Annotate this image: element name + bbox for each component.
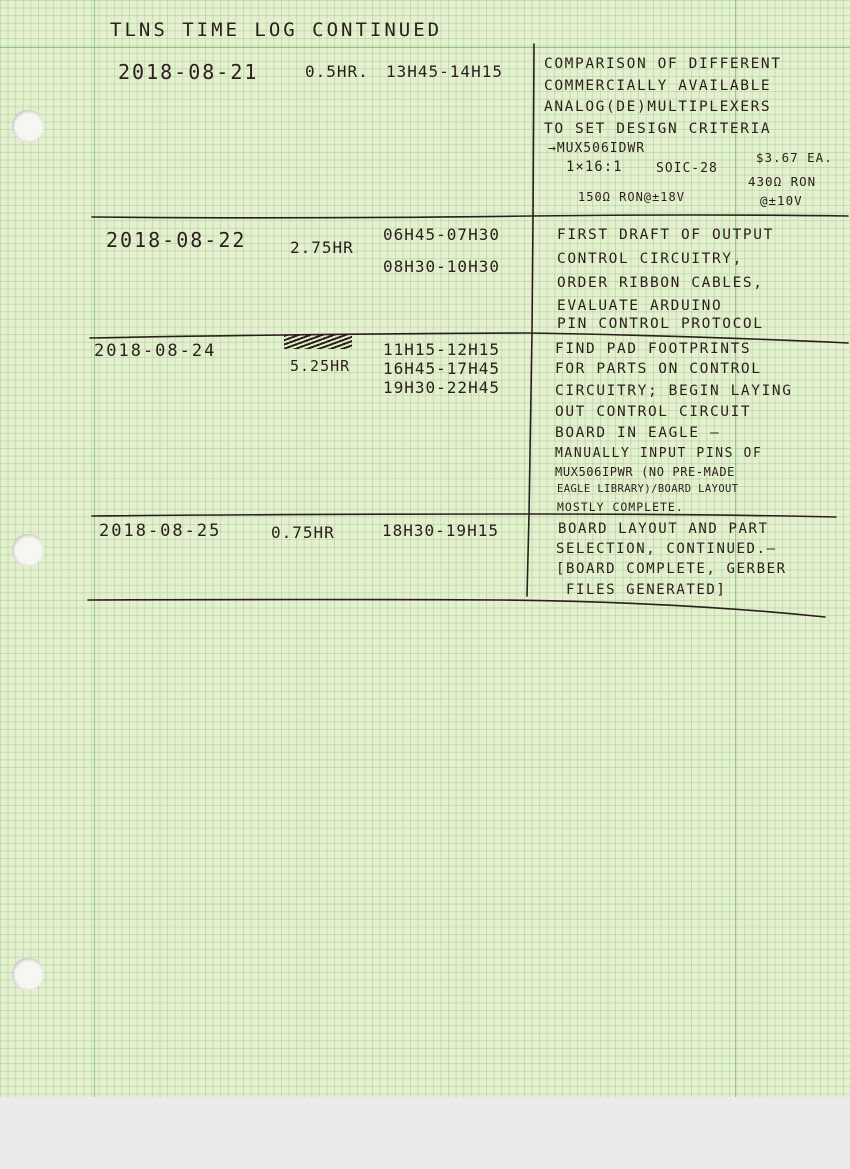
entry-description-line: ORDER RIBBON CABLES, [557,275,764,291]
entry-note-ron-high-condition: @±10V [760,193,803,208]
entry-duration: 5.25HR [290,357,351,375]
entry-time: 11H15-12H15 [383,340,500,359]
entry-date: 2018-08-21 [118,60,259,84]
row-divider-3 [92,514,836,517]
entry-time: 06H45-07H30 [383,225,500,244]
entry-note-part: →MUX506IDWR [548,141,646,156]
entry-description-line: TO SET DESIGN CRITERIA [544,121,772,137]
entry-time: 19H30-22H45 [383,378,500,397]
entry-time: 08H30-10H30 [383,257,500,276]
entry-note-ron-low: 150Ω RON@±18V [578,190,685,204]
entry-duration: 2.75HR [290,238,354,257]
entry-description-line: COMMERCIALLY AVAILABLE [544,78,772,94]
entry-description-line: ANALOG(DE)MULTIPLEXERS [544,99,772,115]
entry-description-line: MOSTLY COMPLETE. [557,500,684,514]
page-title: TLNS TIME LOG CONTINUED [110,19,443,41]
row-divider-4 [88,600,825,618]
entry-note-price: $3.67 EA. [756,150,833,165]
scan-bottom-margin [0,1097,850,1169]
entry-description-line: PIN CONTROL PROTOCOL [557,316,764,332]
entry-description-line: CIRCUITRY; BEGIN LAYING [555,383,793,399]
entry-time: 18H30-19H15 [382,521,499,540]
entry-description-line: FIRST DRAFT OF OUTPUT [557,227,774,243]
entry-note-ron-high: 430Ω RON [748,174,817,189]
entry-description-line: FILES GENERATED] [566,582,727,598]
entry-time: 16H45-17H45 [383,359,500,378]
entry-note-package: SOIC-28 [656,161,718,176]
entry-description-line: MUX506IPWR (NO PRE-MADE [555,465,735,479]
entry-date: 2018-08-25 [99,521,222,541]
entry-description-line: [BOARD COMPLETE, GERBER [556,561,787,577]
entry-duration: 0.75HR [271,523,335,542]
row-divider-1 [92,215,848,218]
entry-date: 2018-08-24 [94,341,217,361]
entry-duration: 0.5HR. [305,62,369,81]
column-divider [527,44,534,596]
entry-description-line: EAGLE LIBRARY)/BOARD LAYOUT [557,483,739,495]
entry-description-line: BOARD LAYOUT AND PART [558,521,769,537]
entry-description-line: SELECTION, CONTINUED.— [556,541,777,557]
entry-description-line: MANUALLY INPUT PINS OF [555,446,763,461]
entry-description-line: CONTROL CIRCUITRY, [557,251,743,267]
entry-description-line: EVALUATE ARDUINO [557,298,723,314]
entry-description-line: BOARD IN EAGLE — [555,425,721,441]
entry-note-config: 1×16:1 [566,159,623,175]
scribbled-out-mark [284,335,352,349]
entry-description-line: OUT CONTROL CIRCUIT [555,404,752,420]
entry-time: 13H45-14H15 [386,62,503,81]
entry-description-line: COMPARISON OF DIFFERENT [544,56,782,72]
entry-description-line: FOR PARTS ON CONTROL [555,361,762,377]
entry-description-line: FIND PAD FOOTPRINTS [555,341,752,357]
entry-date: 2018-08-22 [106,228,247,252]
